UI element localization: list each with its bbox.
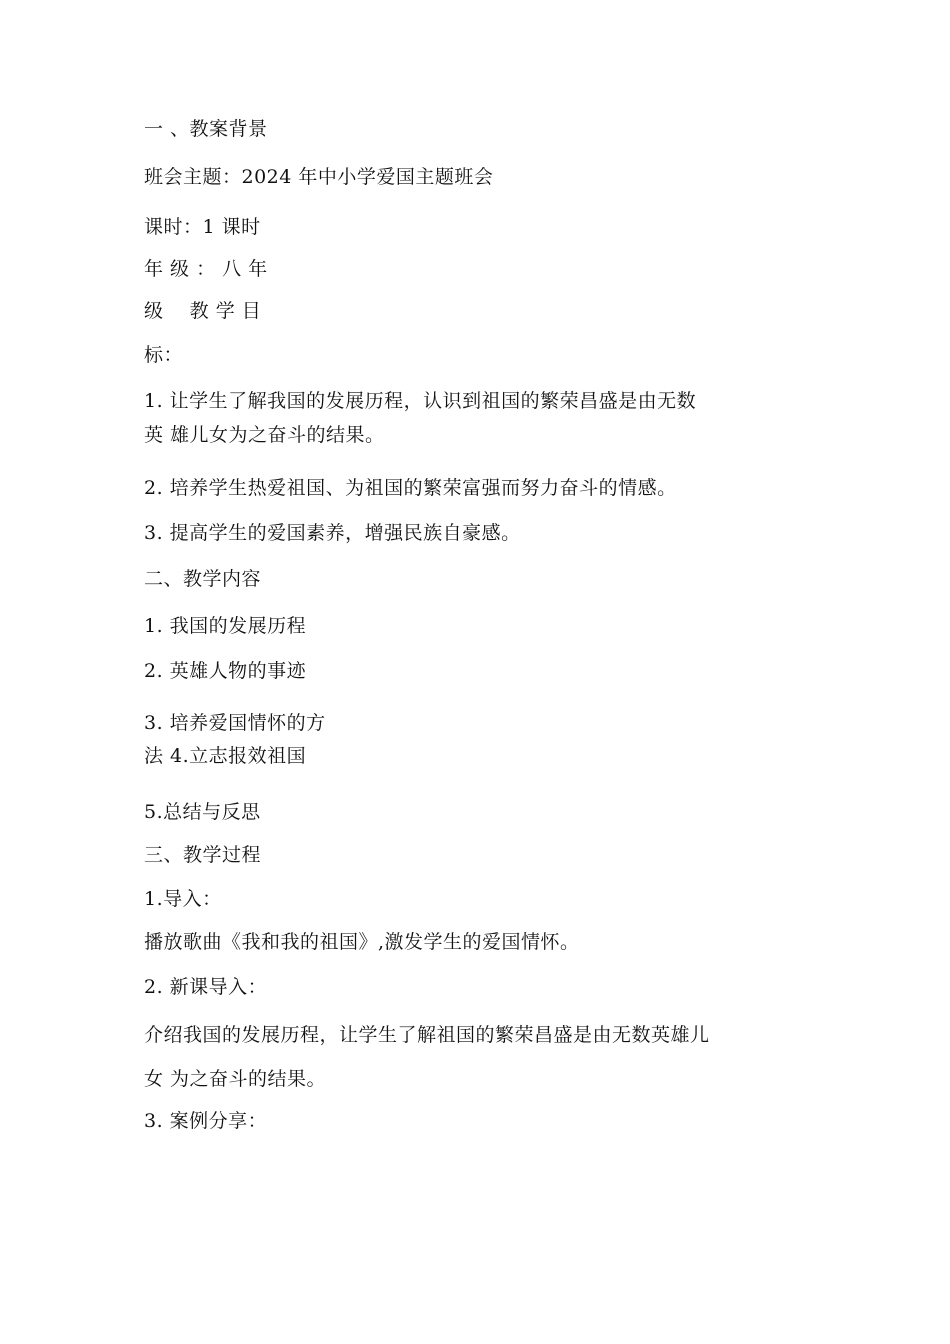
objective-1: 1. 让学生了解我国的发展历程，认识到祖国的繁荣昌盛是由无数 (144, 390, 697, 412)
process-step-2-detail-continuation: 女 为之奋斗的结果。 (144, 1068, 327, 1090)
objectives-label: 标： (144, 344, 184, 366)
objective-3: 3. 提高学生的爱国素养，增强民族自豪感。 (144, 522, 521, 544)
section-heading-background: 一 、教案背景 (144, 118, 268, 140)
content-item-3: 3. 培养爱国情怀的方 (144, 712, 326, 734)
class-hours: 课时：1 课时 (144, 216, 261, 238)
content-item-3-continuation: 法 4.立志报效祖国 (144, 745, 307, 767)
meeting-theme: 班会主题：2024 年中小学爱国主题班会 (144, 166, 494, 188)
content-item-5: 5.总结与反思 (144, 801, 261, 823)
process-step-1: 1.导入： (144, 888, 222, 910)
section-heading-content: 二、教学内容 (144, 568, 262, 590)
grade-line: 年 级 ： 八 年 (144, 258, 268, 280)
content-item-2: 2. 英雄人物的事迹 (144, 660, 307, 682)
section-heading-process: 三、教学过程 (144, 844, 262, 866)
objective-1-continuation: 英 雄儿女为之奋斗的结果。 (144, 424, 385, 446)
process-step-2: 2. 新课导入： (144, 976, 268, 998)
grade-continuation: 级 教 学 目 (144, 300, 262, 322)
content-item-1: 1. 我国的发展历程 (144, 615, 307, 637)
process-step-1-detail: 播放歌曲《我和我的祖国》,激发学生的爱国情怀。 (144, 931, 580, 953)
process-step-2-detail: 介绍我国的发展历程，让学生了解祖国的繁荣昌盛是由无数英雄儿 (144, 1024, 710, 1046)
process-step-3: 3. 案例分享： (144, 1110, 268, 1132)
objective-2: 2. 培养学生热爱祖国、为祖国的繁荣富强而努力奋斗的情感。 (144, 477, 677, 499)
